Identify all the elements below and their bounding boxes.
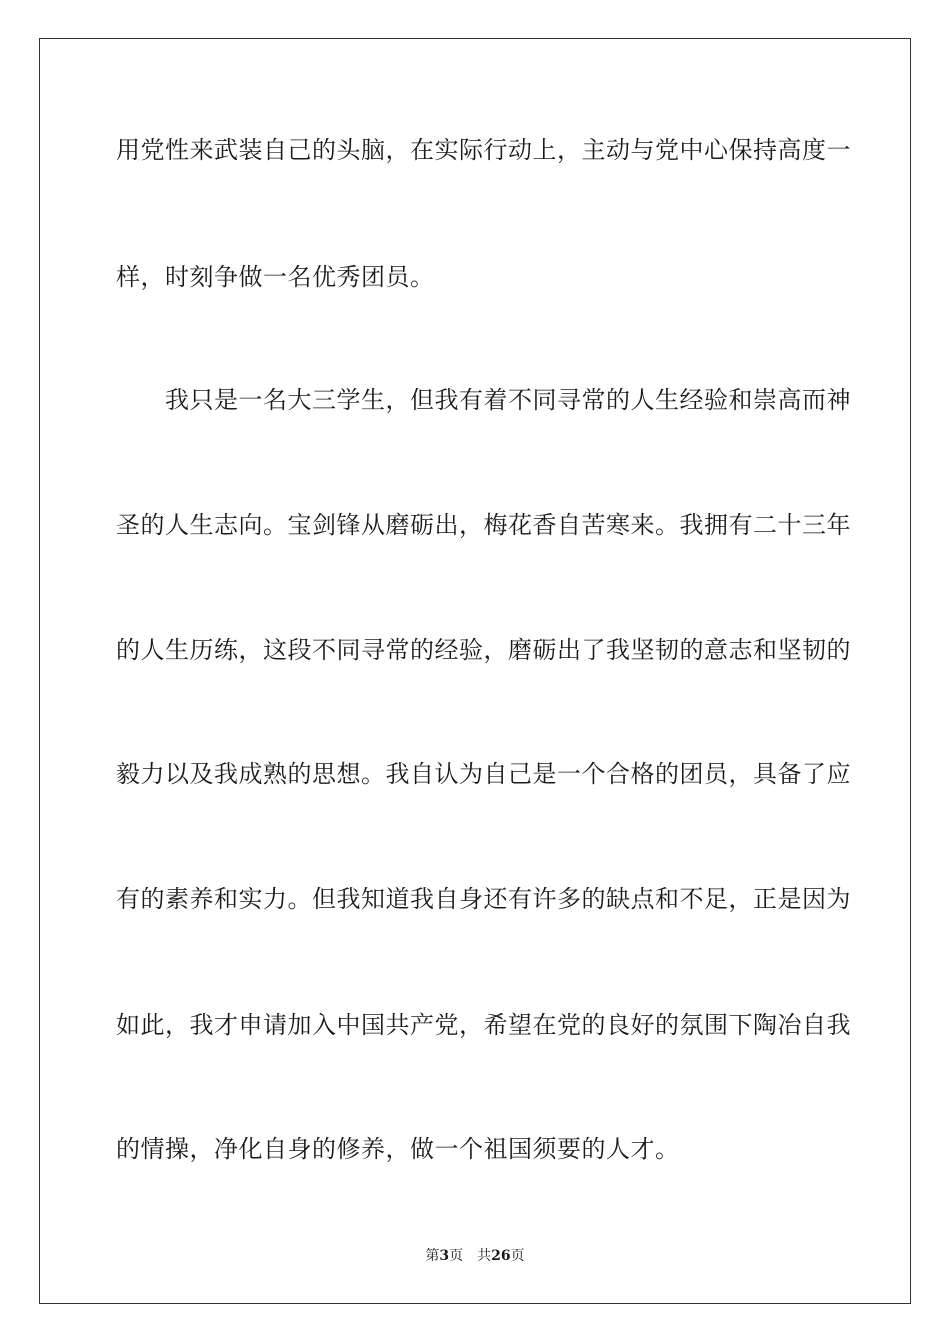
page-suffix: 页 (449, 1248, 464, 1264)
text-line-2: 样，时刻争做一名优秀团员。 (116, 263, 435, 291)
text-line-4: 圣的人生志向。宝剑锋从磨砺出，梅花香自苦寒来。我拥有二十三年 (116, 511, 851, 539)
text-line-9: 的情操，净化自身的修养，做一个祖国须要的人才。 (116, 1135, 680, 1163)
total-pages: 26 (491, 1248, 511, 1264)
text-line-3: 我只是一名大三学生，但我有着不同寻常的人生经验和崇高而神 (116, 386, 851, 414)
text-line-8: 如此，我才申请加入中国共产党，希望在党的良好的氛围下陶冶自我 (116, 1011, 851, 1039)
page-prefix: 第 (425, 1248, 440, 1264)
page-border (39, 38, 911, 1304)
text-line-7: 有的素养和实力。但我知道我自身还有许多的缺点和不足，正是因为 (116, 885, 851, 913)
text-line-6: 毅力以及我成熟的思想。我自认为自己是一个合格的团员，具备了应 (116, 760, 851, 788)
text-line-1: 用党性来武装自己的头脑，在实际行动上，主动与党中心保持高度一 (116, 136, 851, 164)
text-line-5: 的人生历练，这段不同寻常的经验，磨砺出了我坚韧的意志和坚韧的 (116, 636, 851, 664)
page-number: 3 (439, 1248, 450, 1264)
total-suffix: 页 (510, 1248, 525, 1264)
page-footer (0, 1247, 950, 1265)
total-prefix: 共 (477, 1248, 492, 1264)
